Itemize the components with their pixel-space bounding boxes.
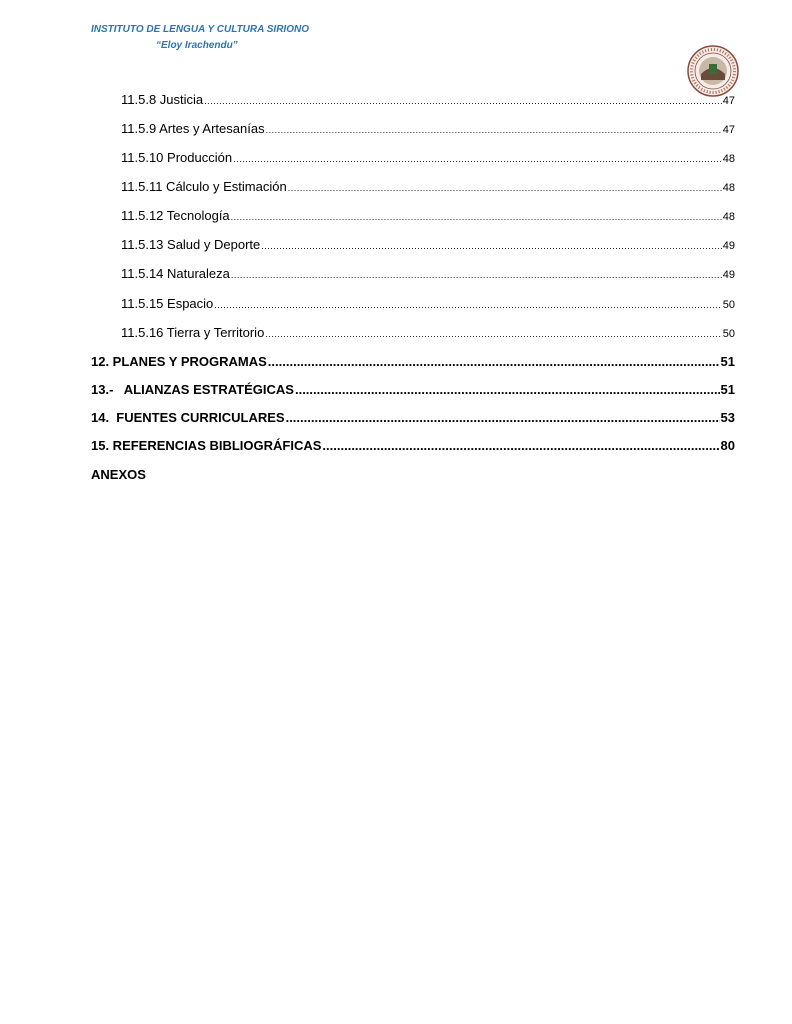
toc-leader — [268, 354, 720, 369]
toc-entry-label: 11.5.10 Producción — [121, 150, 233, 165]
toc-section-page: 51 — [720, 382, 735, 397]
toc-entry[interactable] — [121, 150, 735, 165]
toc-entry-label: 11.5.8 Justicia — [121, 92, 204, 107]
toc-entry[interactable] — [121, 121, 735, 136]
toc-section-page: 51 — [720, 354, 735, 369]
toc-leader — [214, 300, 721, 310]
toc-leader — [288, 183, 722, 193]
toc-section-label: 13.- ALIANZAS ESTRATÉGICAS — [91, 382, 294, 397]
toc-entry[interactable] — [121, 237, 735, 252]
toc-section-entry[interactable] — [91, 382, 735, 397]
toc-entry-page: 50 — [722, 299, 735, 311]
toc-section-label: 15. REFERENCIAS BIBLIOGRÁFICAS — [91, 438, 322, 453]
toc-entry-page: 48 — [722, 211, 735, 223]
toc-entry-label: 11.5.16 Tierra y Territorio — [121, 325, 265, 340]
toc-section-entry[interactable] — [91, 438, 735, 453]
toc-leader — [286, 410, 720, 425]
toc-entry-label: 11.5.12 Tecnología — [121, 208, 230, 223]
institution-seal-icon — [686, 44, 740, 98]
toc-leader — [204, 96, 722, 106]
toc-section-entry[interactable] — [91, 410, 735, 425]
toc-leader — [295, 382, 720, 397]
toc-entry-page: 49 — [722, 240, 735, 252]
toc-leader — [261, 241, 722, 251]
toc-leader — [322, 438, 719, 453]
toc-leader — [231, 270, 722, 280]
toc-entry-page: 48 — [722, 182, 735, 194]
toc-entry-page: 50 — [722, 328, 735, 340]
toc-section-label: 14. FUENTES CURRICULARES — [91, 410, 285, 425]
toc-leader — [233, 154, 722, 164]
toc-entry[interactable] — [121, 179, 735, 194]
toc-section-label: 12. PLANES Y PROGRAMAS — [91, 354, 267, 369]
toc-entry[interactable] — [121, 325, 735, 340]
header-subtitle: “Eloy Irachendu” — [156, 40, 238, 51]
toc-entry-page: 49 — [722, 269, 735, 281]
toc-section-page: 80 — [720, 438, 735, 453]
toc-entry-page: 47 — [722, 95, 735, 107]
toc-entry-page: 47 — [722, 124, 735, 136]
toc-leader — [266, 125, 722, 135]
toc-entry-label: 11.5.9 Artes y Artesanías — [121, 121, 265, 136]
toc-section-entry[interactable] — [91, 354, 735, 369]
toc-entry-label: 11.5.15 Espacio — [121, 296, 214, 311]
toc-entry-label: 11.5.11 Cálculo y Estimación — [121, 179, 287, 194]
toc-entry[interactable] — [121, 296, 735, 311]
toc-leader — [265, 329, 721, 339]
toc-entry[interactable] — [121, 92, 735, 107]
toc-entry[interactable] — [121, 208, 735, 223]
toc-entry-page: 48 — [722, 153, 735, 165]
header-institution: INSTITUTO DE LENGUA Y CULTURA SIRIONO — [91, 24, 309, 35]
toc-leader — [231, 212, 722, 222]
toc-entry[interactable] — [121, 266, 735, 281]
toc-entry-label: 11.5.13 Salud y Deporte — [121, 237, 261, 252]
toc-annex-entry[interactable]: ANEXOS — [91, 467, 146, 482]
toc-section-page: 53 — [720, 410, 735, 425]
toc-entry-label: 11.5.14 Naturaleza — [121, 266, 230, 281]
